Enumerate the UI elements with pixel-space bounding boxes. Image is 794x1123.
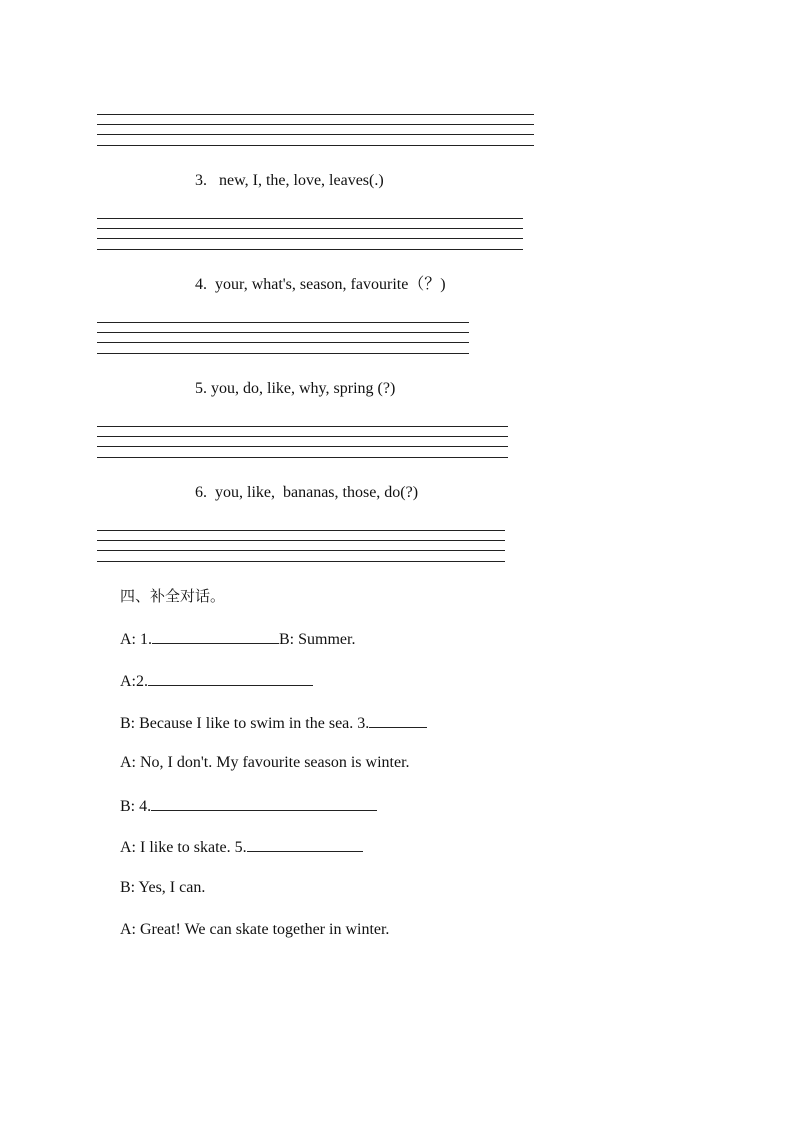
writing-lines-4[interactable]	[97, 322, 469, 356]
writing-line	[97, 124, 534, 125]
writing-line	[97, 332, 469, 333]
question-6: 6. you, like, bananas, those, do(?)	[195, 484, 419, 501]
writing-lines-3[interactable]	[97, 218, 523, 252]
answer-blank-4[interactable]	[151, 795, 377, 811]
writing-line	[97, 561, 505, 562]
writing-lines-6[interactable]	[97, 530, 505, 564]
writing-line	[97, 446, 508, 447]
dialogue-line-8: A: Great! We can skate together in winter.	[120, 921, 390, 938]
writing-line	[97, 426, 508, 427]
dialogue-line-3	[120, 712, 427, 734]
dialogue-line-2	[120, 670, 313, 692]
writing-line	[97, 114, 534, 115]
answer-blank-3[interactable]	[369, 712, 427, 728]
dialogue-line-6	[120, 836, 363, 858]
dialogue-text: A: I like to skate. 5.	[120, 839, 247, 856]
answer-blank-1[interactable]	[152, 628, 279, 644]
writing-line	[97, 145, 534, 146]
dialogue-text: A: 1.	[120, 631, 152, 648]
writing-line	[97, 436, 508, 437]
dialogue-line-1	[120, 628, 355, 650]
dialogue-line-7: B: Yes, I can.	[120, 879, 206, 896]
question-4: 4. your, what's, season, favourite（？)	[195, 276, 446, 293]
writing-line	[97, 353, 469, 354]
writing-line	[97, 249, 523, 250]
writing-line	[97, 218, 523, 219]
writing-lines-5[interactable]	[97, 426, 508, 460]
writing-line	[97, 228, 523, 229]
writing-line	[97, 540, 505, 541]
section-heading: 四、补全对话。	[120, 587, 226, 605]
answer-blank-2[interactable]	[148, 670, 313, 686]
dialogue-line-5	[120, 795, 377, 817]
writing-line	[97, 342, 469, 343]
dialogue-text: B: 4.	[120, 798, 152, 815]
dialogue-line-4: A: No, I don't. My favourite season is winter.	[120, 754, 410, 771]
writing-line	[97, 238, 523, 239]
writing-line	[97, 134, 534, 135]
dialogue-text: B: Because I like to swim in the sea. 3.	[120, 715, 370, 732]
writing-line	[97, 457, 508, 458]
writing-lines-2[interactable]	[97, 114, 534, 148]
dialogue-text: B: Summer.	[279, 631, 356, 648]
question-5: 5. you, do, like, why, spring (?)	[195, 380, 396, 397]
writing-line	[97, 530, 505, 531]
dialogue-text: A:2.	[120, 673, 148, 690]
writing-line	[97, 550, 505, 551]
question-3: 3. new, I, the, love, leaves(.)	[195, 172, 384, 189]
writing-line	[97, 322, 469, 323]
answer-blank-5[interactable]	[247, 836, 363, 852]
